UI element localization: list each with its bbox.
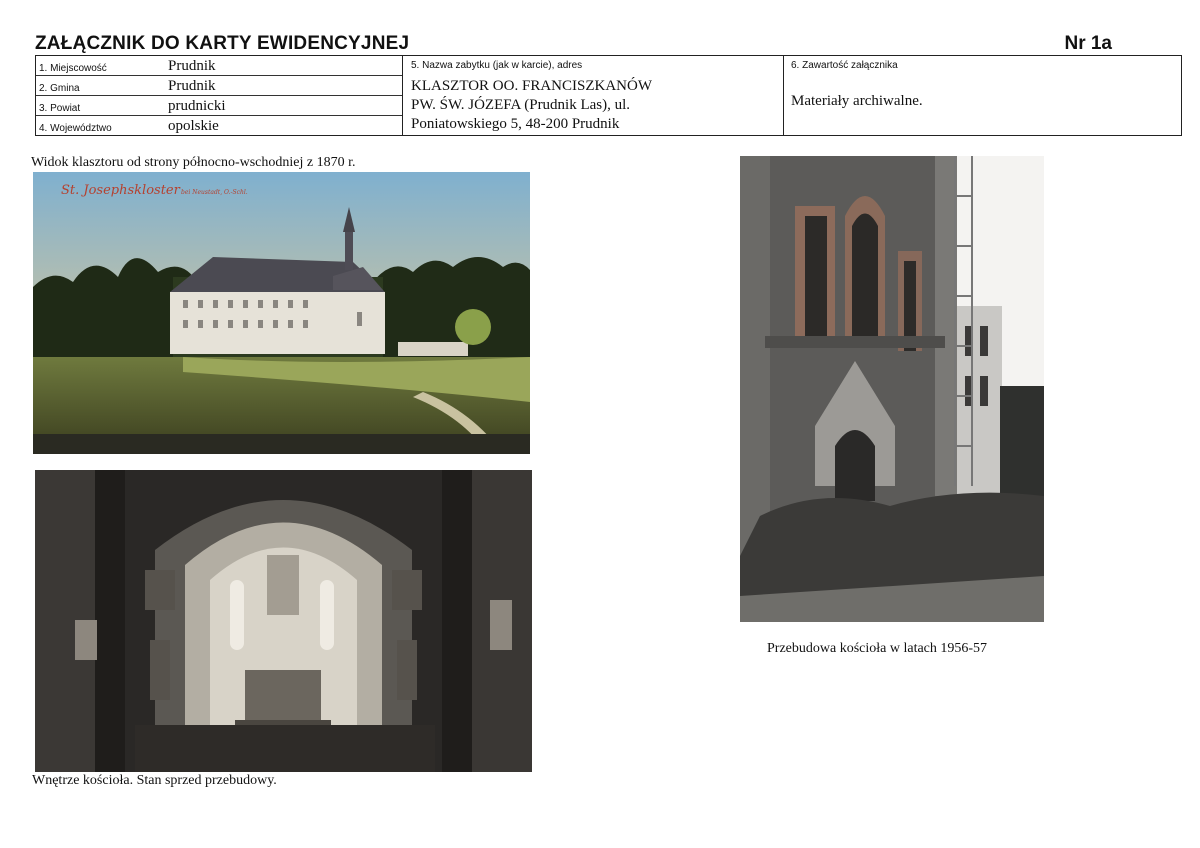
contents-label: 6. Zawartość załącznika bbox=[791, 60, 898, 71]
church-rebuild-photo bbox=[740, 156, 1044, 622]
location-fields bbox=[35, 56, 403, 135]
field-row-county bbox=[36, 96, 403, 116]
field-row-voivodeship bbox=[36, 116, 403, 135]
field-value: prudnicki bbox=[168, 98, 226, 114]
table-right-border bbox=[1181, 56, 1182, 135]
field-value: Prudnik bbox=[168, 78, 216, 94]
column-divider bbox=[402, 56, 403, 135]
postcard-inscription: St. Josephskloster bbox=[61, 183, 180, 198]
record-header-table bbox=[35, 55, 1182, 136]
field-row-commune bbox=[36, 76, 403, 96]
postcard-inscription-small: bei Neustadt, O.-Schl. bbox=[181, 189, 248, 196]
field-value: Prudnik bbox=[168, 58, 216, 74]
rebuild-caption: Przebudowa kościoła w latach 1956-57 bbox=[767, 641, 988, 656]
monument-line: PW. ŚW. JÓZEFA (Prudnik Las), ul. bbox=[411, 97, 631, 113]
interior-caption: Wnętrze kościoła. Stan sprzed przebudowy. bbox=[32, 773, 277, 788]
monument-label: 5. Nazwa zabytku (jak w karcie), adres bbox=[411, 60, 583, 71]
column-divider bbox=[783, 56, 784, 135]
field-label: 3. Powiat bbox=[39, 103, 81, 114]
monument-line: KLASZTOR OO. FRANCISZKANÓW bbox=[411, 78, 652, 94]
field-label: 4. Województwo bbox=[39, 123, 112, 134]
monastery-postcard-photo bbox=[33, 172, 530, 454]
church-interior-photo bbox=[35, 470, 532, 772]
field-label: 1. Miejscowość bbox=[39, 63, 107, 74]
contents-value: Materiały archiwalne. bbox=[791, 93, 923, 109]
postcard-caption: Widok klasztoru od strony północno-wschodniej z 1870 r. bbox=[31, 155, 356, 170]
attachment-number: Nr 1a bbox=[1064, 33, 1112, 54]
monument-line: Poniatowskiego 5, 48-200 Prudnik bbox=[411, 116, 620, 132]
monument-name-address bbox=[411, 77, 791, 134]
field-value: opolskie bbox=[168, 118, 219, 134]
field-row-town bbox=[36, 56, 403, 76]
attachment-title: ZAŁĄCZNIK DO KARTY EWIDENCYJNEJ bbox=[35, 33, 410, 54]
field-label: 2. Gmina bbox=[39, 83, 80, 94]
